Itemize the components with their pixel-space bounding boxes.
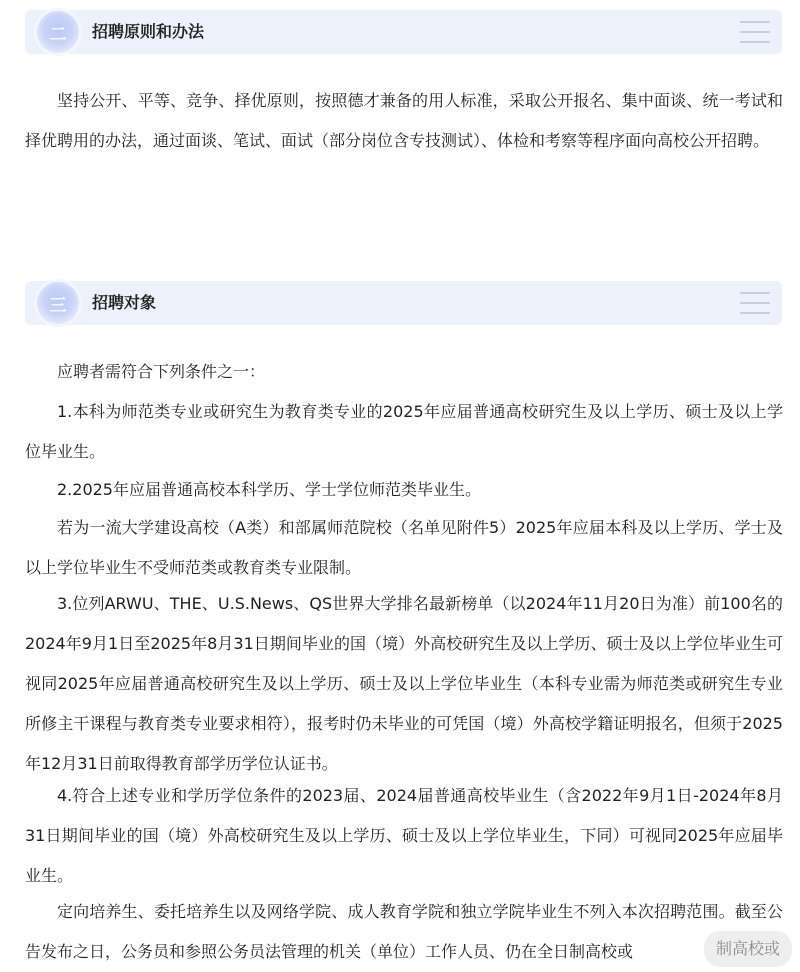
paragraph: 应聘者需符合下列条件之一： bbox=[57, 362, 266, 381]
section-number-badge: 三 bbox=[37, 282, 79, 324]
paragraph: 若为一流大学建设高校（A类）和部属师范院校（名单见附件5）2025年应届本科及以上学历、学士及以上学位毕业生不受师范类或教育类专业限制。 bbox=[25, 518, 783, 577]
paragraph: 2.2025年应届普通高校本科学历、学士学位师范类毕业生。 bbox=[57, 480, 481, 499]
menu-lines-icon bbox=[740, 290, 770, 316]
paragraph: 定向培养生、委托培养生以及网络学院、成人教育学院和独立学院毕业生不列入本次招聘范围。截至公告发布之日，公务员和参照公务员法管理的机关（单位）工作人员、仍在全日制高校或 bbox=[25, 902, 783, 961]
section-header-principles bbox=[25, 10, 782, 54]
paragraph: 坚持公开、平等、竞争、择优原则，按照德才兼备的用人标准，采取公开报名、集中面谈、统一考试和择优聘用的办法，通过面谈、笔试、面试（部分岗位含专技测试）、体检和考察等程序面向高校公开招聘。 bbox=[25, 91, 783, 150]
watermark-overlay: 制高校或 bbox=[704, 931, 792, 967]
paragraph: 3.位列ARWU、THE、U.S.News、QS世界大学排名最新榜单（以2024年11月20日为准）前100名的2024年9月1日至2025年8月31日期间毕业的国（境）外高校研究生及以上学历、硕士及以上学位毕业生可视同2025年应届普通高校研究生及以上学历、硕士及以上学位毕业生（本科专业需为师范类或研究生专业所修主干课程与教育类专业要求相符），报考时仍未毕业的可凭国（境）外高校学籍证明报名，但须于2025年12月31日前取得教育部学历学位认证书。 bbox=[25, 594, 783, 773]
section-header-candidates bbox=[25, 281, 782, 325]
section-title: 招聘原则和办法 bbox=[92, 22, 205, 41]
paragraph: 1.本科为师范类专业或研究生为教育类专业的2025年应届普通高校研究生及以上学历、硕士及以上学位毕业生。 bbox=[25, 402, 783, 461]
menu-lines-icon bbox=[740, 19, 770, 45]
section-number-badge: 二 bbox=[37, 11, 79, 53]
paragraph: 4.符合上述专业和学历学位条件的2023届、2024届普通高校毕业生（含2022年9月1日-2024年8月31日期间毕业的国（境）外高校研究生及以上学历、硕士及以上学位毕业生，下同）可视同2025年应届毕业生。 bbox=[25, 786, 783, 885]
section-title: 招聘对象 bbox=[92, 293, 157, 312]
